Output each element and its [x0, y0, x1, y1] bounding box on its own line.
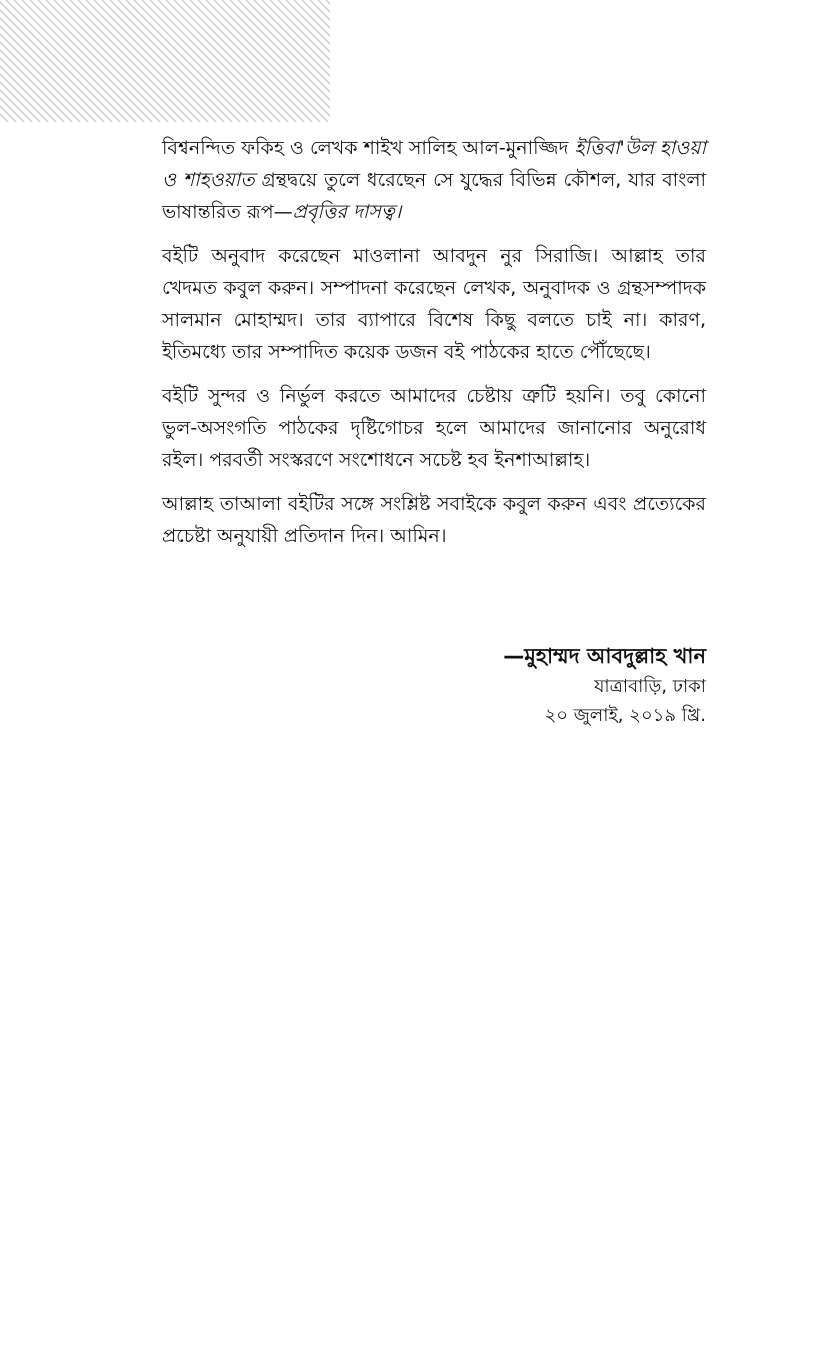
signature-place: যাত্রাবাড়ি, ঢাকা	[594, 676, 706, 697]
paragraph-prayer: আল্লাহ তাআলা বইটির সঙ্গে সংশ্লিষ্ট সবাইকে কবুল করুন এবং প্রত্যেকের প্রচেষ্টা অনুযায়ী প্রতিদান দিন। আমিন।	[162, 493, 706, 547]
signature-name: —মুহাম্মদ আবদুল্লাহ খান	[503, 644, 706, 668]
book-title: ইত্তিবা'উল হাওয়া ও শাহওয়াত	[162, 137, 706, 191]
signature-block	[503, 640, 706, 730]
corner-hatch-decoration	[0, 0, 330, 125]
intro-text: বিশ্বনন্দিত ফকিহ ও লেখক শাইখ সালিহ আল-মুনাজ্জিদ	[162, 137, 569, 159]
preface-body	[162, 132, 706, 564]
paragraph-error-notice: বইটি সুন্দর ও নির্ভুল করতে আমাদের চেষ্টায় ত্রুটি হয়নি। তবু কোনো ভুল-অসংগতি পাঠকের দৃষ্টিগোচর হলে আমাদের জানানোর অনুরোধ রইল। পরবর্তী সংস্করণে সংশোধনে সচেষ্ট হব ইনশাআল্লাহ।	[162, 385, 706, 471]
paragraph-intro	[162, 132, 706, 228]
paragraph-translation-credits: বইটি অনুবাদ করেছেন মাওলানা আবদুন নুর সিরাজি। আল্লাহ তার খেদমত কবুল করুন। সম্পাদনা করেছেন লেখক, অনুবাদক ও গ্রন্থসম্পাদক সালমান মোহাম্মদ। তার ব্যাপারে বিশেষ কিছু বলতে চাই না। কারণ, ইতিমধ্যে তার সম্পাদিত কয়েক ডজন বই পাঠকের হাতে পৌঁছেছে।	[162, 245, 706, 363]
signature-date: ২০ জুলাই, ২০১৯ খ্রি.	[544, 705, 706, 726]
intro-middle-text: গ্রন্থদ্বয়ে তুলে ধরেছেন সে যুদ্ধের বিভিন্ন কৌশল, যার বাংলা ভাষান্তরিত রূপ—	[162, 169, 707, 223]
hatch-line	[0, 0, 91, 125]
translated-book-title: প্রবৃত্তির দাসত্ব।	[292, 201, 402, 223]
